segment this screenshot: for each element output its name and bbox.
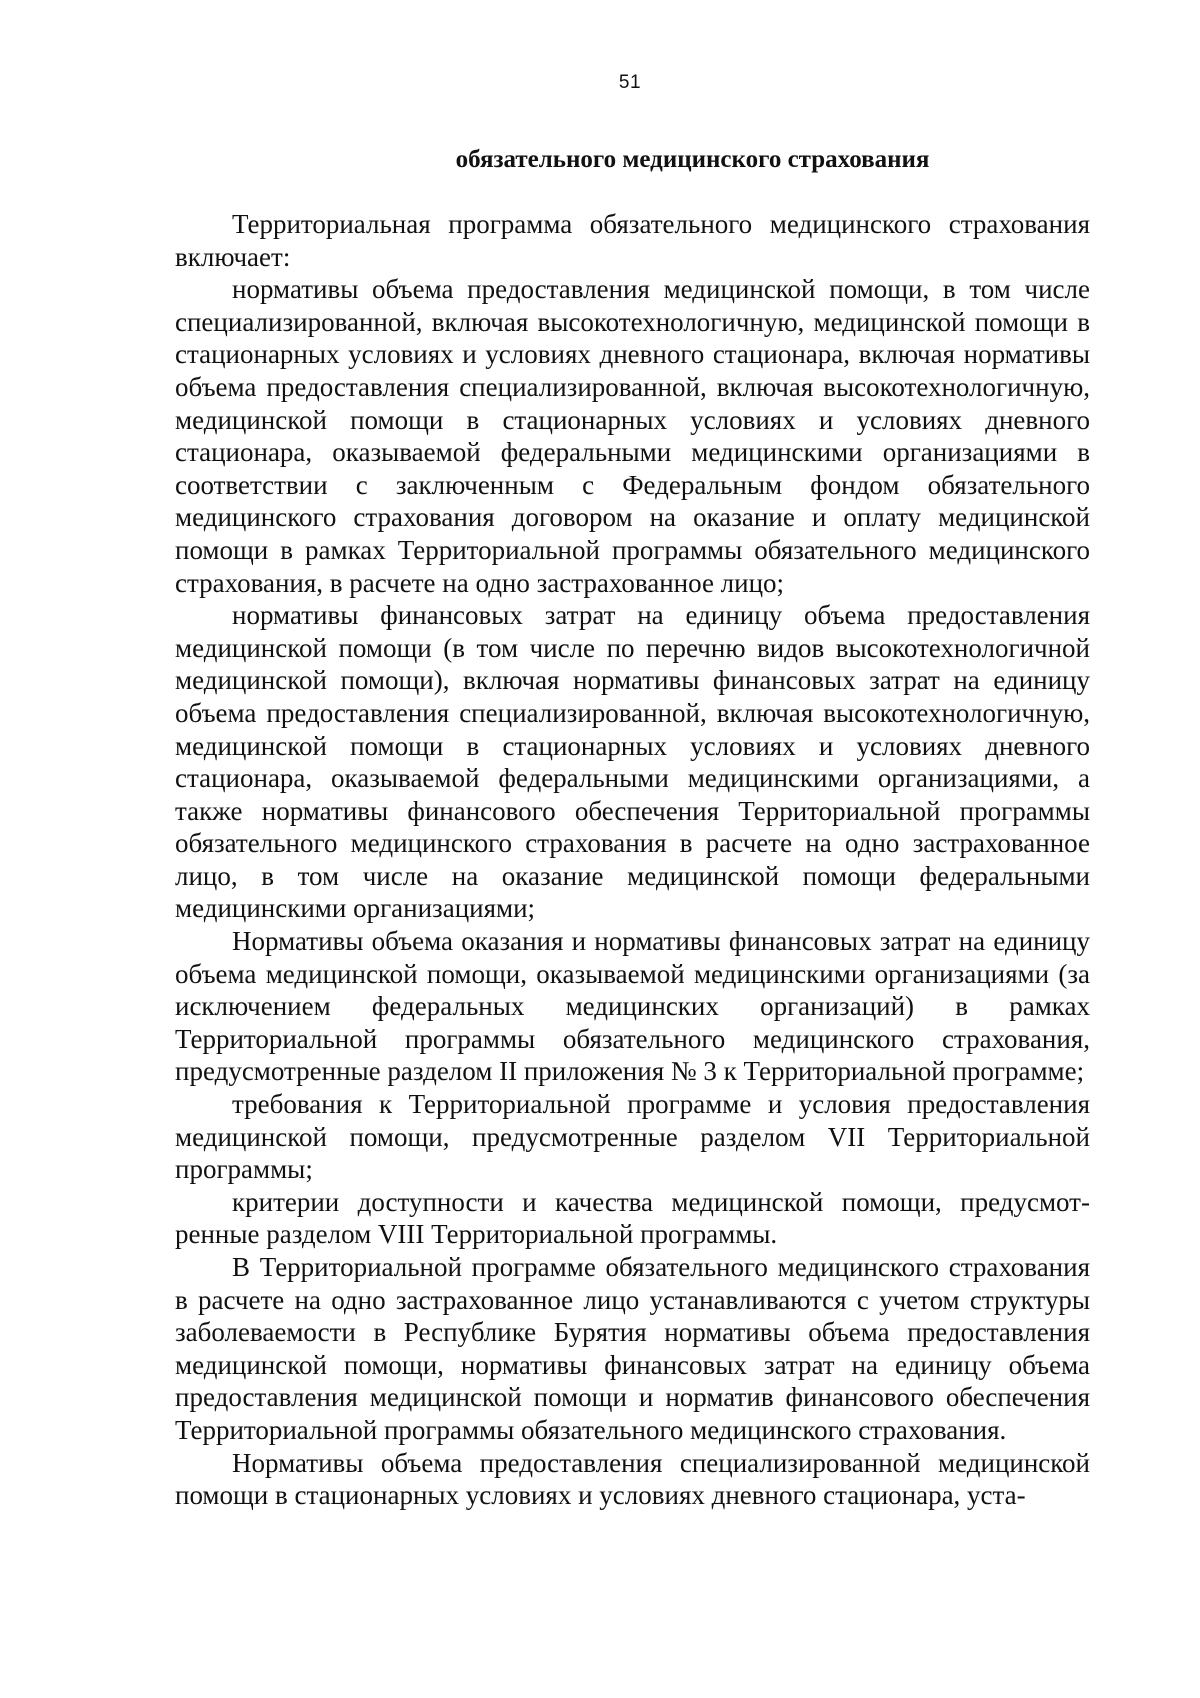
paragraph: Нормативы объема оказания и нормативы финансовых затрат на единицу объема медицинской помощи, оказываемой медицинскими организациями (за исключением федеральных медицинских организаций) в рамках Территориальной программы обязательного медицинского страхования, предусмотренные разделом II приложения № 3 к Территориальной программе;	[175, 926, 1090, 1087]
page-number: 51	[618, 72, 642, 93]
section-heading: обязательного медицинского страхования	[455, 146, 930, 173]
paragraph: критерии доступности и качества медицинской помощи, предусмотренные разделом VIII Территориальной программы.	[175, 1186, 1090, 1250]
paragraph: требования к Территориальной программе и условия предоставления медицинской помощи, предусмотренные разделом VII Территориальной программы;	[175, 1089, 1090, 1185]
paragraph: нормативы финансовых затрат на единицу объема предоставления медицинской помощи (в том числе по перечню видов высокотехнологичной медицинской помощи), включая нормативы финансовых затрат на единицу объема предоставления специализированной, включая высокотехнологичную, медицинской помощи в стационарных условиях и условиях дневного стационара, оказываемой федеральными медицинскими организациями, а также нормативы финансового обеспечения Территориальной программы обязательного медицинского страхования в расчете на одно застрахованное лицо, в том числе на оказание медицинской помощи федеральными медицинскими организациями;	[175, 600, 1090, 924]
body-text	[175, 208, 1090, 1512]
paragraph: Территориальная программа обязательного медицинского страхования включает:	[175, 209, 1090, 272]
paragraph: нормативы объема предоставления медицинской помощи, в том числе специализированной, включая высокотехнологичную, медицинской помощи в стационарных условиях и условиях дневного стационара, включая нормативы объема предоставления специализированной, включая высокотехнологичную, медицинской помощи в стационарных условиях и условиях дневного стационара, оказываемой федеральными медицинскими организациями в соответствии с заключенным с Федеральным фондом обязательного медицинского страхования договором на оказание и оплату медицинской помощи в рамках Территориальной программы обязательного медицинского страхования, в расчете на одно застрахованное лицо;	[175, 274, 1090, 598]
paragraph: В Территориальной программе обязательного медицинского страхования в расчете на одно застрахованное лицо устанавливаются с учетом структуры заболеваемости в Республике Бурятия нормативы объема предоставления медицинской помощи, нормативы финансовых затрат на единицу объема предоставления медицинской помощи и норматив финансового обеспечения Территориальной программы обязательного медицинского страхования.	[175, 1252, 1090, 1445]
paragraph: Нормативы объема предоставления специализированной медицинской помощи в стационарных условиях и условиях дневного стационара, уста-	[175, 1447, 1090, 1511]
